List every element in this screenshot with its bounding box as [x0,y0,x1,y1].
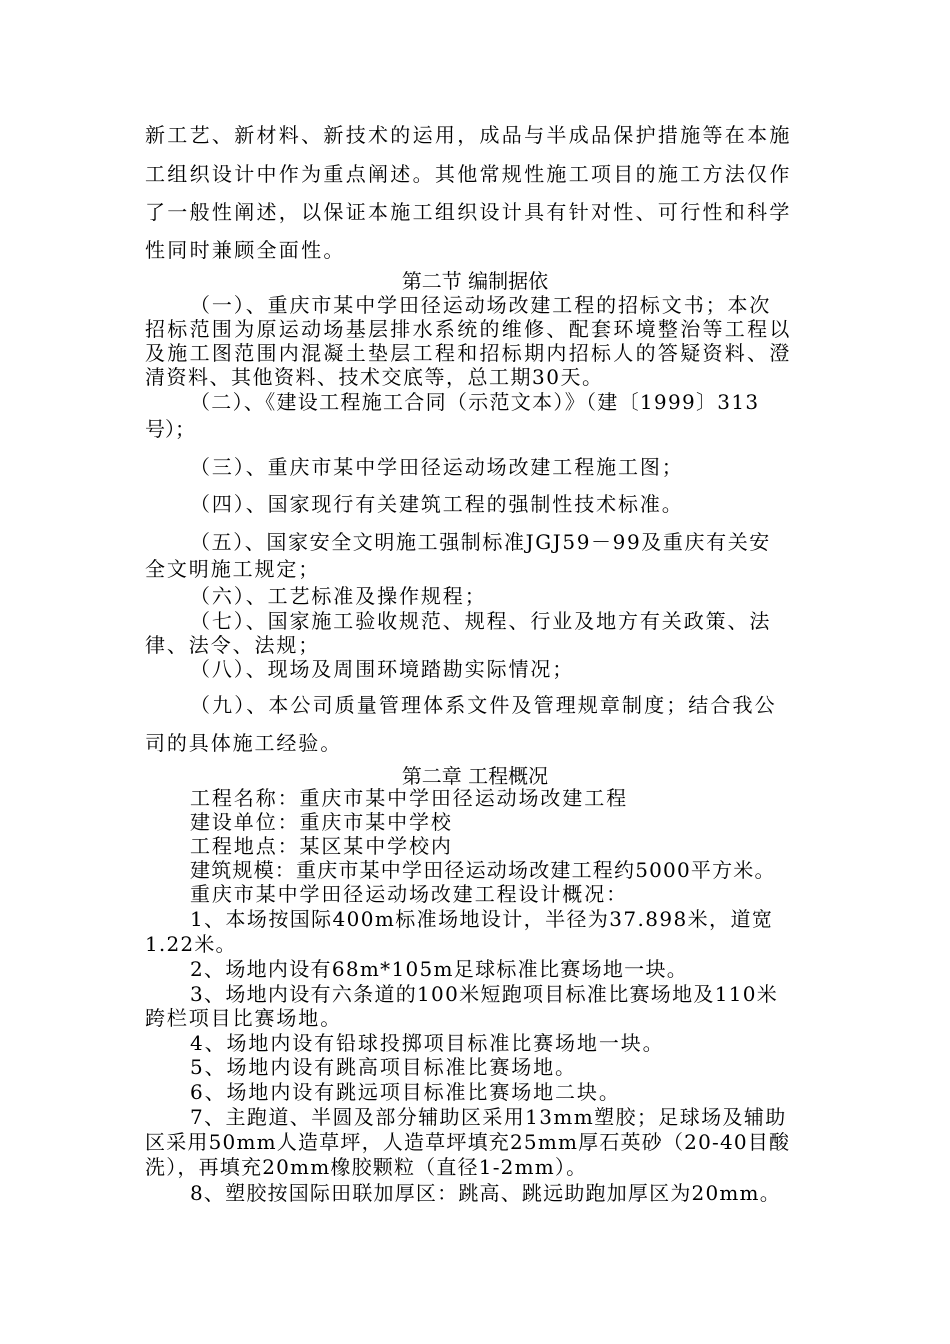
intro-line: 新工艺、新材料、新技术的运用，成品与半成品保护措施等在本施 [145,123,792,147]
overview-line: 2、场地内设有68m*105m足球标准比赛场地一块。 [190,957,689,981]
basis-line: （二）、《建设工程施工合同（示范文本）》（建〔1999〕313 [190,390,760,414]
overview-line: 建筑规模：重庆市某中学田径运动场改建工程约5000平方米。 [190,858,776,882]
basis-line: （八）、现场及周围环境踏勘实际情况； [190,657,575,681]
overview-line: 7、主跑道、半圆及部分辅助区采用13mm塑胶；足球场及辅助 [190,1105,787,1129]
overview-line: 5、场地内设有跳高项目标准比赛场地。 [190,1055,577,1079]
overview-line: 1.22米。 [145,932,237,956]
overview-line: 建设单位：重庆市某中学校 [190,810,453,834]
intro-line: 工组织设计中作为重点阐述。其他常规性施工项目的施工方法仅作 [145,162,792,186]
basis-line: （七）、国家施工验收规范、规程、行业及地方有关政策、法 [190,609,772,633]
overview-line: 重庆市某中学田径运动场改建工程设计概况： [190,882,628,906]
intro-line: 了一般性阐述，以保证本施工组织设计具有针对性、可行性和科学 [145,200,792,224]
basis-line: 及施工图范围内混凝土垫层工程和招标期内招标人的答疑资料、澄 [145,341,792,365]
basis-line: 全文明施工规定； [145,557,321,581]
overview-line: 区采用50mm人造草坪，人造草坪填充25mm厚石英砂（20-40目酸 [145,1130,791,1154]
basis-line: （三）、重庆市某中学田径运动场改建工程施工图； [190,455,684,479]
intro-line: 性同时兼顾全面性。 [145,238,346,262]
basis-line: 清资料、其他资料、技术交底等，总工期30天。 [145,365,604,389]
overview-line: 6、场地内设有跳远项目标准比赛场地二块。 [190,1080,621,1104]
basis-line: 司的具体施工经验。 [145,731,343,755]
basis-line: （一）、重庆市某中学田径运动场改建工程的招标文书；本次 [190,293,772,317]
section-title: 第二节 编制据依 [401,269,549,293]
chapter-title: 第二章 工程概况 [401,764,549,788]
overview-line: 4、场地内设有铅球投掷项目标准比赛场地一块。 [190,1031,665,1055]
overview-line: 工程名称：重庆市某中学田径运动场改建工程 [190,786,628,810]
basis-line: （九）、本公司质量管理体系文件及管理规章制度；结合我公 [190,693,777,717]
basis-line: （六）、工艺标准及操作规程； [190,584,487,608]
basis-line: （四）、国家现行有关建筑工程的强制性技术标准。 [190,492,684,516]
basis-line: 号）； [145,417,195,441]
basis-line: 招标范围为原运动场基层排水系统的维修、配套环境整治等工程以 [145,317,792,341]
basis-line: （五）、国家安全文明施工强制标准JGJ59－99及重庆有关安 [190,530,771,554]
overview-line: 3、场地内设有六条道的100米短跑项目标准比赛场地及110米 [190,982,779,1006]
overview-line: 8、塑胶按国际田联加厚区：跳高、跳远助跑加厚区为20mm。 [190,1181,781,1205]
basis-line: 律、法令、法规； [145,633,321,657]
overview-line: 跨栏项目比赛场地。 [145,1006,343,1030]
overview-line: 工程地点：某区某中学校内 [190,834,453,858]
overview-line: 1、本场按国际400m标准场地设计，半径为37.898米，道宽 [190,907,774,931]
overview-line: 洗），再填充20mm橡胶颗粒（直径1-2mm）。 [145,1155,588,1179]
